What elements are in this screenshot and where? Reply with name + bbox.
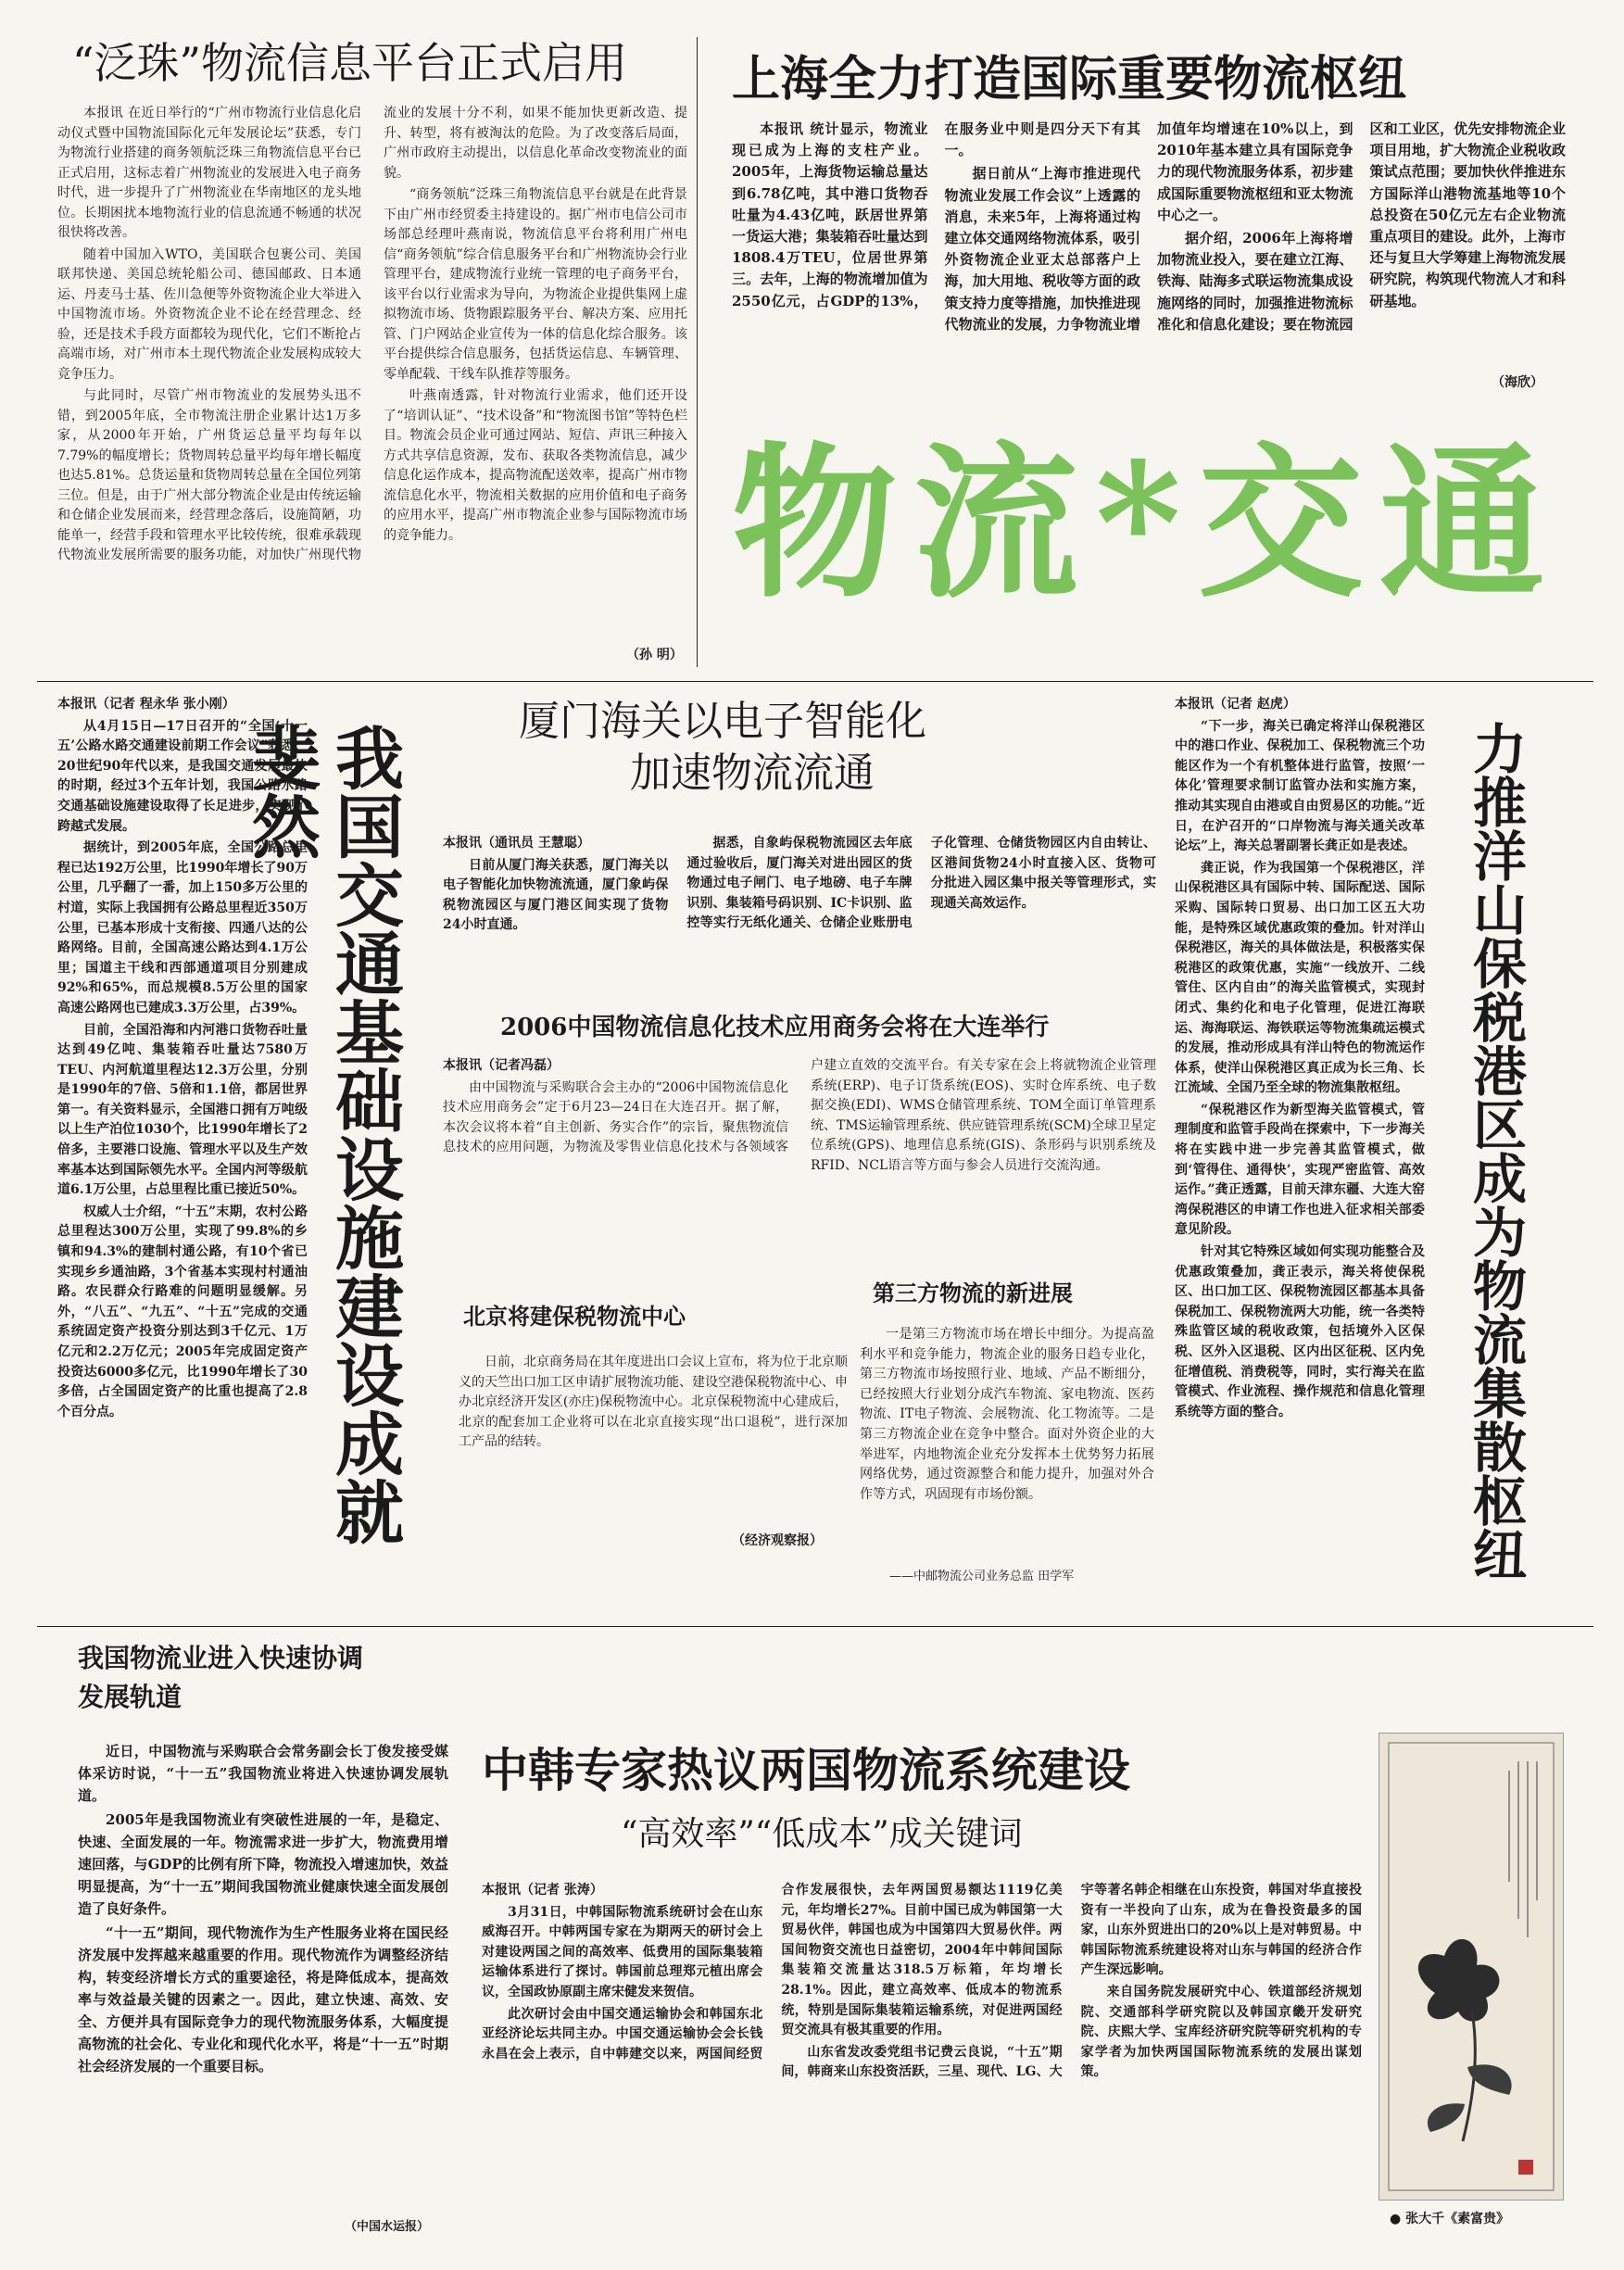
coord-para-3: “十一五”期间，现代物流作为生产性服务业将在国民经济发展中发挥越来越重要的作用。现代物流作为调整经济结构，转变经济增长方式的重要途径，将是降低成本，提高效率与效益最关键的因素之一。因此，建立快速、高效、安全、方便并具有国际竞争力的现代物流服务体系，大幅度提高物流的社会化、专业化和现代化水平，将是“十一五”时期社会经济发展的一个重要目标。 xyxy=(78,1924,448,2075)
yangshan-para-1: “下一步，海关已确定将洋山保税港区中的港口作业、保税加工、保税物流三个功能区作为一个有机整体进行监管，按照‘一体化’管理要求制订监管办法和实施方案，推动其实现自由港或自由贸易区的功能。”近日，在沪召开的“口岸物流与海关通关改革论坛”上，海关总署副署长龚正如是表述。 xyxy=(1175,718,1425,854)
shanghai-title: 上海全力打造国际重要物流枢纽 xyxy=(732,52,1407,107)
fanzhu-para-3: 与此同时，尽管广州市物流业的发展势头迅不错，到2005年底，全市物流注册企业累计达1万多家，从2000年开始，广州货运总量平均每年以7.79%的幅度增长；货物周转总量平均每年增长幅度也达5.81%。总货运量和货物周转总量在全国位列第三位。但是，由于广州大部分物流企业是由传统运输和仓储企业发展而来，经营理念落后，设施简陋，功能单一，经营手段和管理水平比较传统，很难承载现代物流业发展所需要的服务功能，对加快广州现代物流业的发展十分不利，如果不能加快更新改造、提升、转型，将有被淘汰的危险。为了改变落后局面，广州市政府主动提出，以信息化革命改变物流业的面貌。 xyxy=(57,106,687,562)
yangshan-title: 力推洋山保税港区成为物流集散枢纽 xyxy=(1464,721,1527,1581)
painting-image xyxy=(1379,1733,1564,2201)
highway-byline: 本报讯（记者 程永华 张小刚） xyxy=(57,697,235,712)
horizontal-divider-lower xyxy=(37,1626,1593,1627)
xiamen-title-2: 加速物流流通 xyxy=(630,750,875,797)
dalian-byline: 本报讯（记者冯磊） xyxy=(443,1058,560,1073)
column-divider xyxy=(697,37,698,667)
thirdparty-title: 第三方物流的新进展 xyxy=(873,1280,1073,1306)
xiamen-byline: 本报讯（通讯员 王慧聪） xyxy=(443,836,590,851)
shanghai-para-2: 据日前从“上海市推进现代物流业发展工作会议”上透露的消息，未来5年，上海将通过构建立体交通网络物流体系，吸引外资物流企业亚太总部落户上海，加大用地、税收等方面的政策支持力度等措施，加快推进现代物流业的发展，力争物流业增加值年均增速在10%以上，到2010年基本建立具有国际竞争力的现代物流服务体系，初步建成国际重要物流枢纽和亚太物流中心之一。 xyxy=(944,120,1353,333)
fanzhu-body xyxy=(57,104,687,669)
beijing-sign: （经济观察报） xyxy=(732,1533,823,1548)
yangshan-para-3: “保税港区作为新型海关监管模式，管理制度和监管手段尚在探索中，下一步海关将在实践中进一步完善其监管模式，做到‘管得住、通得快’，实现严密监管、高效运作。”龚正透露，目前天津东疆、大连大窑湾保税港区的申请工作也进入征求相关部委意见阶段。 xyxy=(1175,1102,1425,1238)
highway-para-1: 从4月15日—17日召开的“全国‘十一五’公路水路交通建设前期工作会议”获悉，20世纪90年代以来，是我国交通发展最快的时期，经过3个五年计划，我国公路水路交通基础设施建设取得了长足进步，实现了跨越式发展。 xyxy=(57,718,308,834)
beijing-title: 北京将建保税物流中心 xyxy=(463,1304,686,1330)
korea-para-3: 山东省发改委党组书记费云良说，“十五”期间，韩商来山东投资活跃，三星、现代、LG、大宇等著名韩企相继在山东投资，韩国对华直接投资有一半投向了山东，成为在鲁投资最多的国家，山东外贸进出口的20%以上是对韩贸易。中韩国际物流系统建设将对山东与韩国的经济合作产生深远影响。 xyxy=(781,1883,1362,2080)
yangshan-body xyxy=(1175,695,1425,1649)
shanghai-body xyxy=(732,119,1566,397)
korea-title: 中韩专家热议两国物流系统建设 xyxy=(482,1744,1130,1797)
yangshan-byline: 本报讯（记者 赵虎） xyxy=(1175,697,1296,712)
xiamen-body xyxy=(443,834,1156,991)
horizontal-divider xyxy=(37,681,1593,682)
fanzhu-sign: （孙 明） xyxy=(626,648,683,662)
fanzhu-para-5: 叶燕南透露，针对物流行业需求，他们还开设了“培训认证”、“技术设备”和“物流图书馆”等特色栏目。物流会员企业可通过网站、短信、声讯三种接入方式共享信息资源，发布、获取各类物流信息，减少信息化运作成本，提高物流配送效率，提高广州市物流信息化水平，物流相关数据的应用价值和电子商务的应用水平，提高广州市物流企业参与国际物流市场的竞争能力。 xyxy=(384,388,687,543)
thirdparty-para-1: 一是第三方物流市场在增长中细分。为提高盈利水平和竞争能力，物流企业的服务日趋专业化，第三方物流市场按照行业、地域、产品不断细分，已经按照大行业划分成汽车物流、家电物流、医药物流、IT电子物流、会展物流、化工物流等。二是第三方物流企业在竞争中整合。面对外资企业的大举进军，内地物流企业充分发挥本土优势努力拓展网络优势，通过资源整合和能力提升，加强对外合作等方式，巩固现有市场份额。 xyxy=(860,1327,1154,1502)
shanghai-sign: （海欣） xyxy=(1492,375,1543,390)
painting-caption: ● 张大千《素富贵》 xyxy=(1390,2212,1510,2226)
highway-para-3: 目前，全国沿海和内河港口货物吞吐量达到49亿吨、集装箱吞吐量达7580万TEU、内河航道里程达12.3万公里，分别是1990年的7倍、5倍和1.1倍，都居世界第一。有关资料显示，全国港口拥有万吨级以上生产泊位1030个，比1990年增长了2倍多，主要港口设施、管理水平以及生产效率基本达到国际领先水平。全国内河等级航道6.1万公里，占总里程比重已接近50%。 xyxy=(57,1022,308,1198)
yangshan-para-4: 针对其它特殊区域如何实现功能整合及优惠政策叠加，龚正表示，海关将使保税区、出口加工区、保税物流园区都基本具备保税加工、保税物流两大功能，统一各类特殊监管区域的税收政策，包括境外入区保税、区外入区退税、区内出区征税、区内免征增值税、消费税等，同时，实行海关在监管模式、作业流程、操作规范和信息化管理系统等方面的整合。 xyxy=(1175,1244,1425,1419)
korea-para-4: 来自国务院发展研究中心、铁道部经济规划院、交通部科学研究院以及韩国京畿开发研究院、庆熙大学、宝库经济研究院等研究机构的专家学者为加快两国国际物流系统的发展出谋划策。 xyxy=(1080,1984,1362,2080)
fanzhu-para-1: 本报讯 在近日举行的“广州市物流行业信息化启动仪式暨中国物流国际化元年发展论坛”获悉，专门为物流行业搭建的商务领航泛珠三角物流信息平台已正式启用，这标志着广州物流业的发展进入电子商务时代，进一步提升了广州物流业在华南地区的龙头地位。长期困扰本地物流行业的信息流通不畅通的状况很快将改善。 xyxy=(57,106,361,240)
coord-body xyxy=(78,1740,448,2213)
korea-byline: 本报讯（记者 张涛） xyxy=(482,1883,603,1898)
highway-title: 我国交通基础设施建设成就斐然 xyxy=(241,723,404,1545)
xiamen-para-1: 日前从厦门海关获悉，厦门海关以电子智能化加快物流流通，厦门象屿保税物流园区与厦门港区间实现了货物24小时直通。 xyxy=(443,857,669,933)
fanzhu-title: “泛珠”物流信息平台正式启用 xyxy=(72,38,628,88)
thirdparty-sign: ——中邮物流公司业务总监 田学军 xyxy=(889,1570,1075,1583)
coord-para-2: 2005年是我国物流业有突破性进展的一年，是稳定、快速、全面发展的一年。物流需求进一步扩大，物流费用增速回落，与GDP的比例有所下降，物流投入增速加快，效益明显提高，为“十一五”期间我国物流业健康快速全面发展创造了良好条件。 xyxy=(78,1811,448,1917)
dalian-title: 2006中国物流信息化技术应用商务会将在大连举行 xyxy=(500,1014,1050,1041)
coord-title-2: 发展轨道 xyxy=(78,1682,183,1712)
fanzhu-para-4: “商务领航”泛珠三角物流信息平台就是在此背景下由广州市经贸委主持建设的。据广州市电信公司市场部总经理叶燕南说，物流信息平台将利用广州电信“商务领航”综合信息服务平台和广州物流协会行业管理平台，建成物流行业统一管理的电子商务平台，该平台以行业需求为导向，为物流企业提供集网上虚拟物流市场、货物跟踪服务平台、解决方案、应用托管、门户网站企业宣传为一体的信息化综合服务。该平台提供综合信息服务，包括货运信息、车辆管理、零单配载、干线车队推荐等服务。 xyxy=(384,187,687,382)
coord-title-1: 我国物流业进入快速协调 xyxy=(78,1643,364,1673)
beijing-para-1: 日前，北京商务局在其年度进出口会议上宣布，将为位于北京顺义的天竺出口加工区申请扩展物流功能、建设空港保税物流中心、申办北京经济开发区(亦庄)保税物流中心。北京保税物流中心建成后，北京的配套加工企业将可以在北京直接实现“出口退税”，进行深加工产品的结转。 xyxy=(459,1355,848,1450)
fanzhu-para-2: 随着中国加入WTO，美国联合包裹公司、美国联邦快递、美国总统轮船公司、德国邮政、日本通运、丹麦马士基、佐川急便等外资物流企业大举进入中国物流市场。外资物流企业不论在经营理念、经验，还是技术手段方面都较为现代化，它们不断抢占高端市场，对广州市本土现代物流企业发展构成较大竞争压力。 xyxy=(57,246,361,382)
yangshan-para-2: 龚正说，作为我国第一个保税港区，洋山保税港区具有国际中转、国际配送、国际采购、国际转口贸易、出口加工区五大功能，是特殊区域优惠政策的叠加。针对洋山保税港区，海关的具体做法是，积极落实保税港区的政策优惠，实施“一线放开、二线管住、区内自由”的海关监管模式，实现封闭式、集约化和电子化管理，促进江海联运、海海联运、海铁联运等物流集疏运模式的发展，推动形成具有洋山特色的物流运作体系，使洋山保税港区真正成为长三角、长江流域、全国乃至全球的物流集散枢纽。 xyxy=(1175,860,1425,1096)
xiamen-title-1: 厦门海关以电子智能化 xyxy=(519,698,926,745)
highway-para-2: 据统计，到2005年底，全国公路总里程已达192万公里，比1990年增长了90万公里，几乎翻了一番，加上150多万公里的村道，实际上我国拥有公路总里程近350万公里，已基本形成十支衔接、四通八达的公路网络。目前，全国高速公路达到4.1万公里；国道主干线和西部通道项目分别建成92%和65%，而总规模8.5万公里的国家高速公路网也已建成3.3万公里，占39%。 xyxy=(57,840,308,1015)
korea-subtitle: “高效率”“低成本”成关键词 xyxy=(621,1815,1023,1853)
section-banner: 物流*交通 xyxy=(732,426,1562,620)
painting-flower-icon xyxy=(1379,1734,1563,2200)
shanghai-para-3: 据介绍，2006年上海将增加物流业投入，要在建立江海、铁海、陆海多式联运物流集成设施网络的同时，加强推进物流标准化和信息化建设；要在物流园区和工业区，优先安排物流企业项目用地，扩大物流企业税收政策试点范围；要加快伙伴推进东方国际洋山港物流基地等10个总投资在50亿元左右企业物流重点项目的建设。此外，上海市还与复旦大学筹建上海物流发展研究院，构筑现代物流人才和科研基地。 xyxy=(1157,120,1566,333)
korea-body xyxy=(482,1881,1362,2233)
xiamen-para-2: 据悉，自象屿保税物流园区去年底通过验收后，厦门海关对进出园区的货物通过电子闸门、电子地磅、电子车牌识别、集装箱号码识别、IC卡识别、监控等实行无纸化通关、仓储企业账册电子化管理、仓储货物园区内自由转让、区港间货物24小时直接入区、货物可分批进入园区集中报关等管理形式，实现通关高效运作。 xyxy=(686,836,1156,931)
coord-para-1: 近日，中国物流与采购联合会常务副会长丁俊发接受媒体采访时说，“十一五”我国物流业将进入快速协调发展轨道。 xyxy=(78,1743,448,1804)
dalian-para-1: 由中国物流与采购联合会主办的“2006中国物流信息化技术应用商务会”定于6月23—24日在大连召开。据了解，本次会议将本着“自主创新、务实合作”的宗旨，聚焦物流信息技术的应用问题，为物流及零售业信息化技术与各领域客户建立直效的交流平台。有关专家在会上将就物流企业管理系统(ERP)、电子订货系统(EOS)、实时仓库系统、电子数据交换(EDI)、WMS仓储管理系统、TOM全面订单管理系统、TMS运输管理系统、供应链管理系统(SCM)全球卫星定位系统(GPS)、地理信息系统(GIS)、条形码与识别系统及RFID、NCL语言等方面与参会人员进行交流沟通。 xyxy=(443,1058,1156,1173)
beijing-body xyxy=(459,1353,848,1524)
thirdparty-body xyxy=(860,1325,1154,1566)
korea-para-1: 3月31日，中韩国际物流系统研讨会在山东威海召开。中韩两国专家在为期两天的研讨会上对建设两国之间的高效率、低费用的国际集装箱运输体系进行了探讨。韩国前总理郑元植出席会议，全国政协原副主席宋健发来贺信。 xyxy=(482,1904,763,1999)
coord-sign: （中国水运报） xyxy=(345,2220,430,2234)
korea-para-2: 此次研讨会由中国交通运输协会和韩国东北亚经济论坛共同主办。中国交通运输协会会长钱永昌在会上表示，自中韩建交以来，两国间经贸合作发展很快，去年两国贸易额达1119亿美元，年均增长27%。目前中国已成为韩国第一大贸易伙伴，韩国也成为中国第四大贸易伙伴。两国间物资交流也日益密切，2004年中韩间国际集装箱交流量达318.5万标箱，年均增长28.1%。因此，建立高效率、低成本的物流系统，特别是国际集装箱运输系统，对促进两国经贸交流具有极其重要的作用。 xyxy=(482,1883,1063,2062)
highway-para-4: 权威人士介绍，“十五”末期，农村公路总里程达300万公里，实现了99.8%的乡镇和94.3%的建制村通公路，有10个省已实现乡乡通油路，3个省基本实现村村通油路。农民群众行路难的问题明显缓解。另外，“八五”、“九五”、“十五”完成的交通系统固定资产投资分别达到3千亿元、1万亿元和2.2万亿元；2005年完成固定资产投资达6000多亿元，比1990年增长了30多倍，占全国固定资产的比重也提高了2.8个百分点。 xyxy=(57,1204,308,1419)
shanghai-para-1: 本报讯 统计显示，物流业现已成为上海的支柱产业。2005年，上海货物运输总量达到6.78亿吨，其中港口货物吞吐量为4.43亿吨，跃居世界第一货运大港；集装箱吞吐量达到1808.4万TEU，位居世界第三。去年，上海的物流增加值为2550亿元，占GDP的13%，在服务业中则是四分天下有其一。 xyxy=(732,120,1140,309)
dalian-body xyxy=(443,1056,1156,1255)
